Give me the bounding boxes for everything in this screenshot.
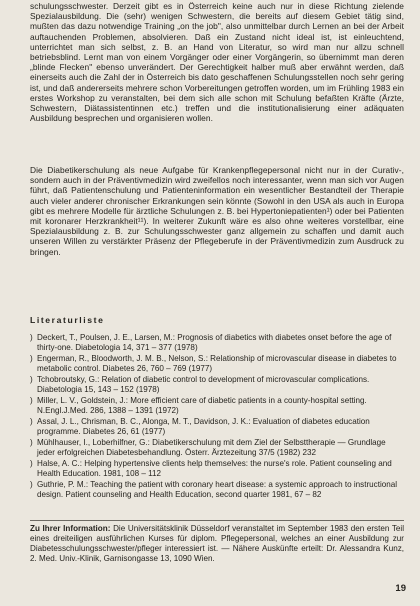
reference-item: ) Halse, A. C.: Helping hypertensive clients help themselves: the nurse's role. Patient counseling and Health Education. 1981, 108 – 112 xyxy=(30,459,404,479)
reference-item: ) Mühlhauser, I., Loberhilfner, G.: Diabetikerschulung mit dem Ziel der Selbsttherapie — Grundlage jeder erfolgreichen Diabetesbehandlung. Österr. Ärztezeitung 37/5 (1982) 232 xyxy=(30,438,404,458)
reference-item: ) Miller, L. V., Goldstein, J.: More efficient care of diabetic patients in a county-hospital setting. N.Engl.J.Med. 286, 1388 – 1391 (1972) xyxy=(30,396,404,416)
page-number: 19 xyxy=(395,583,406,594)
footnote xyxy=(30,524,404,564)
paragraph-text: Die Diabetikerschulung als neue Aufgabe für Krankenpflegepersonal nicht nur in der Curativ-, sondern auch in der Präventivmedizin wird zweifellos noch interessanter, wenn man sich vor Augen führt, daß Patientenschulung und Patienteninformation ein wesentlicher Bestandteil der Therapie auch vieler anderer chronischer Erkrankungen sein könnte (Sowohl in den USA als auch in Europa gibt es mehrere Modelle für ärztliche Schulungen z. B. bei Hypertoniepatienten¹) oder bei Patienten mit koronarer Herzkrankheit¹¹). In weiterer Zukunft wäre es also ohne weiteres vorstellbar, eine Spezialausbildung z. B. zur Schulungsschwester ganz allgemein zu schaffen und damit auch unseren Willen zu verstärkter Präsenz der Pflegeberufe in der Präventivmedizin zum Ausdruck zu bringen. xyxy=(30,165,404,257)
reference-item: ) Tchobroutsky, G.: Relation of diabetic control to development of microvascular complications. Diabetologia 15, 143 – 152 (1978) xyxy=(30,375,404,395)
footnote-divider xyxy=(30,520,404,521)
footnote-text: Die Universitätsklinik Düsseldorf veranstaltet im September 1983 den ersten Teil eines dreiteiligen ausführlichen Kurses für diplom. Pflegepersonal, welches an einer Ausbildung zur Diabetesschulungsschwester/pfleger interessiert ist. — Nähere Auskünfte erteilt: Dr. Alessandra Kunz, 2. Med. Univ.-Klinik, Garnisongasse 13, 1090 Wien. xyxy=(30,524,405,563)
reference-item: ) Guthrie, P. M.: Teaching the patient with coronary heart disease: a systemic approach to instructional design. Patient counseling and Health Education, second quarter 1981, 67 – 82 xyxy=(30,480,404,500)
body-paragraph-2 xyxy=(30,165,404,257)
reference-item: ) Deckert, T., Poulsen, J. E., Larsen, M.: Prognosis of diabetics with diabetes onset before the age of thirty-one. Diabetologia 14, 371 – 377 (1978) xyxy=(30,333,404,353)
paragraph-text: schulungsschwester. Derzeit gibt es in Österreich keine auch nur in diese Richtung zielende Spezialausbildung. Die (sehr) wenigen Schwestern, die bereits auf diesem Gebiet tätig sind, mußten das dazu notwendige Training „on the job", also unmittelbar durch Lernen an bei der Arbeit auftauchenden Problemen, absolvieren. Daß ein Zustand nicht ideal ist, ist einleuchtend, unterrichtet man sich selbst, z. B. an Hand von Literatur, so wird man nur allzu schnell betriebsblind. Lernt man von einem Vorgänger oder einer Vorgängerin, so übernimmt man deren „blinde Flecken" ebenso unverändert. Der Gerechtigkeit halber muß aber erwähnt werden, daß einerseits auch die Zahl der in Österreich bis dato geschaffenen Schulungsstellen noch sehr gering ist, und daß andererseits mehrere schon Vorbereitungen getroffen worden, um im Frühling 1983 ein erstes Workshop zu veranstalten, bei dem sich alle schon mit Schulung befaßten Kräfte (Ärzte, Schwestern, Diätassistentinnen etc.) treffen und die institutionalisierung einer adäquaten Ausbildung besprechen und organisieren wollen. xyxy=(30,1,404,124)
body-paragraph-1 xyxy=(30,1,404,123)
footnote-label: Zu Ihrer Information: xyxy=(30,524,111,533)
reference-item: ) Assal, J. L., Chrisman, B. C., Alonga, M. T., Davidson, J. K.: Evaluation of diabetes education programme. Diabetes 26, 61 (1977) xyxy=(30,417,404,437)
reference-item: ) Engerman, R., Bloodworth, J. M. B., Nelson, S.: Relationship of microvascular disease in diabetes to metabolic control. Diabetes 26, 760 – 769 (1977) xyxy=(30,354,404,374)
literature-heading: Literaturliste xyxy=(30,315,105,325)
reference-list xyxy=(30,333,404,501)
